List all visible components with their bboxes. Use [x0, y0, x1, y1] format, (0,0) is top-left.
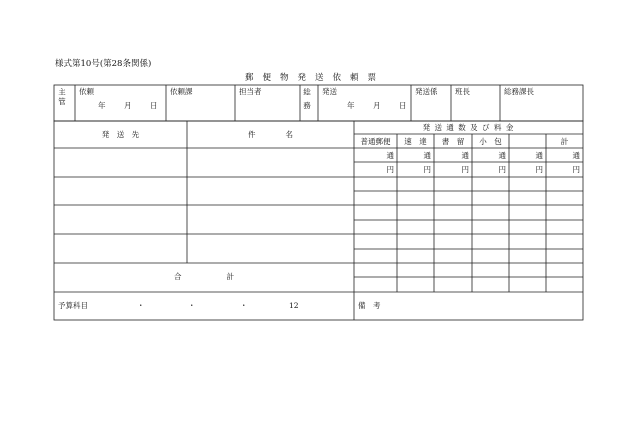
col-subject-header: 件 名 — [248, 130, 293, 139]
irai-month: 月 — [124, 101, 132, 110]
unit-tsu: 通 — [461, 151, 469, 160]
unit-yen: 円 — [572, 165, 580, 174]
hassou-year: 年 — [347, 101, 355, 110]
sub-col-kakitome: 書 留 — [441, 137, 465, 146]
unit-tsu: 通 — [572, 151, 580, 160]
sub-col-futsuu: 普通郵便 — [360, 137, 391, 146]
form-title: 郵便物発送依頼票 — [244, 73, 385, 83]
unit-tsu: 通 — [386, 151, 394, 160]
irai-year: 年 — [98, 101, 106, 110]
unit-tsu: 通 — [423, 151, 431, 160]
budget-label: 予算科目 — [58, 301, 88, 310]
col-group-header: 発 送 通 数 及 び 料 金 — [422, 123, 515, 132]
soumukachou-label: 総務課長 — [504, 87, 534, 96]
irai-day: 日 — [150, 101, 158, 110]
sub-col-sokutatsu: 速 達 — [404, 137, 427, 146]
hassoukakari-label: 発送係 — [415, 87, 438, 96]
unit-yen: 円 — [423, 165, 431, 174]
unit-yen: 円 — [386, 165, 394, 174]
sub-col-kozutsumi: 小 包 — [479, 137, 502, 146]
col-destination-header: 発 送 先 — [101, 130, 140, 139]
tantousha-label: 担当者 — [239, 87, 262, 96]
soumu-label: 総務 — [302, 88, 312, 115]
budget-dot: ・ — [188, 301, 196, 310]
hassou-label: 発送 — [322, 87, 337, 96]
unit-yen: 円 — [535, 165, 543, 174]
unit-tsu: 通 — [535, 151, 543, 160]
total-label: 合 計 — [174, 272, 234, 281]
form-number-note: 様式第10号(第28条関係) — [55, 59, 152, 69]
hassou-day: 日 — [399, 101, 407, 110]
budget-dot: ・ — [240, 301, 248, 310]
unit-yen: 円 — [498, 165, 506, 174]
unit-tsu: 通 — [498, 151, 506, 160]
remarks-label: 備 考 — [358, 301, 381, 310]
unit-yen: 円 — [461, 165, 469, 174]
irai-label: 依頼 — [79, 87, 94, 96]
irai-ka-label: 依頼課 — [170, 87, 193, 96]
budget-dot: ・ — [137, 301, 145, 310]
sub-col-total: 計 — [560, 137, 569, 146]
budget-number: 12 — [289, 301, 299, 310]
hanchou-label: 班長 — [455, 87, 470, 96]
main-label: 主管 — [57, 88, 67, 107]
hassou-month: 月 — [373, 101, 381, 110]
